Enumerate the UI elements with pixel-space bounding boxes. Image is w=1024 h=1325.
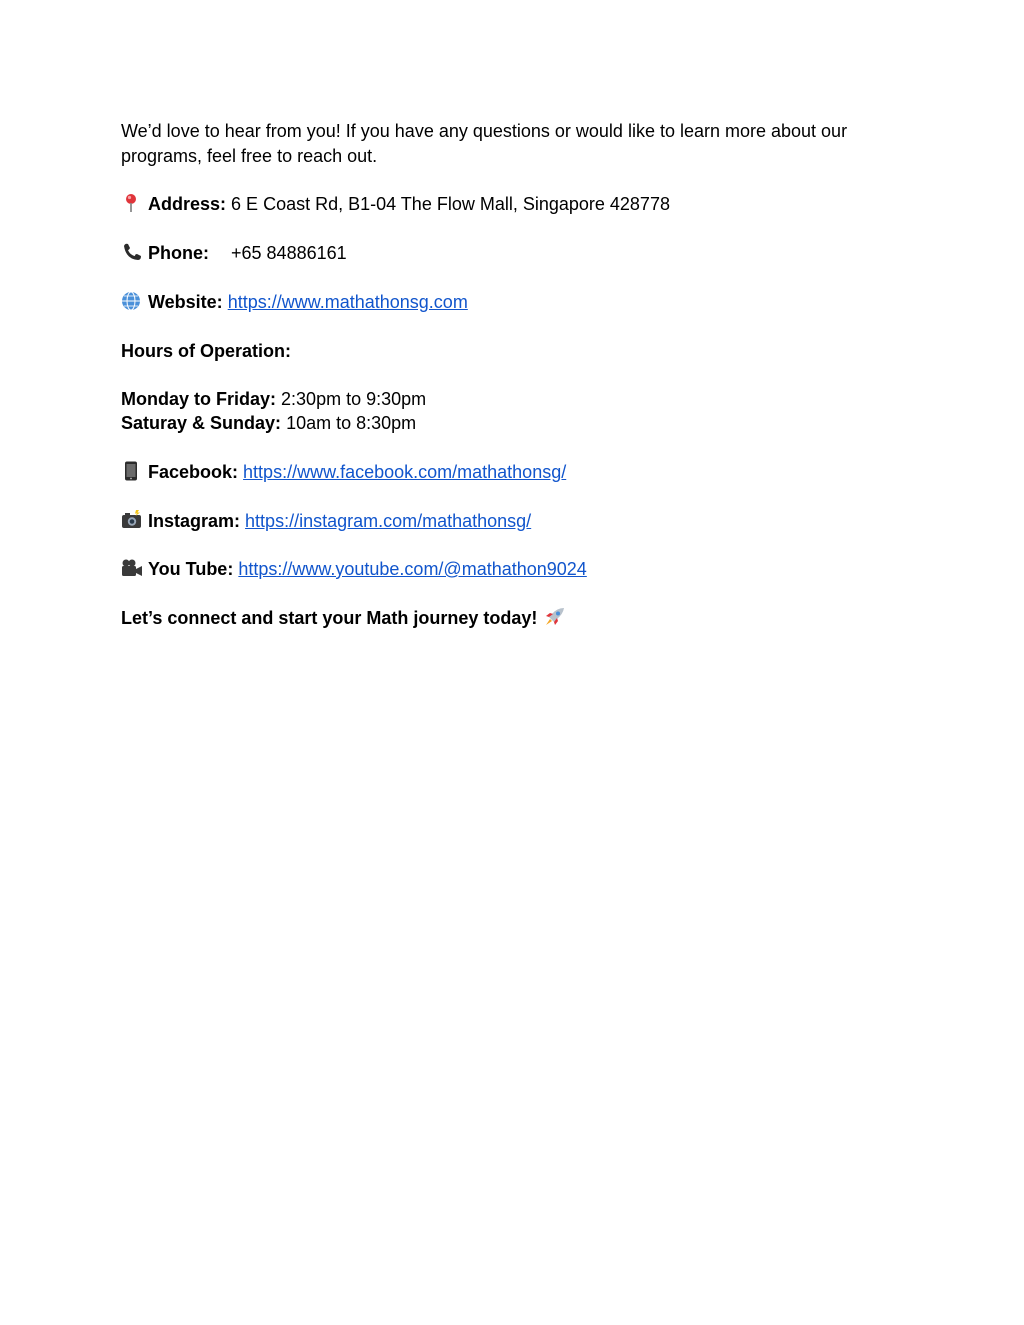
weekend-value: 10am to 8:30pm [286, 413, 417, 433]
address-value: 6 E Coast Rd, B1-04 The Flow Mall, Singapore 428778 [231, 194, 670, 214]
website-label: Website: [148, 292, 223, 312]
pin-icon [121, 193, 143, 213]
youtube-line [121, 557, 587, 581]
weekday-hours-line [121, 387, 426, 411]
weekday-value: 2:30pm to 9:30pm [281, 389, 427, 409]
phone-value: +65 84886161 [231, 243, 347, 263]
mobile-phone-icon [121, 461, 143, 481]
website-line [121, 290, 468, 314]
facebook-label: Facebook: [148, 462, 239, 482]
intro-line-1: We’d love to hear from you! If you have any questions or would like to learn more about our [121, 121, 848, 141]
phone-line [121, 241, 347, 265]
rocket-icon [544, 607, 566, 627]
phone-label: Phone: [148, 243, 209, 263]
address-line [121, 192, 670, 216]
weekday-label: Monday to Friday: [121, 389, 277, 409]
camera-flash-icon [121, 510, 143, 530]
hours-heading: Hours of Operation: [121, 341, 291, 361]
instagram-label: Instagram: [148, 511, 241, 531]
phone-icon [121, 242, 143, 262]
intro-line-2: programs, feel free to reach out. [121, 145, 378, 166]
closing-text: Let’s connect and start your Math journey today! [121, 608, 538, 628]
weekend-label: Saturay & Sunday: [121, 413, 282, 433]
youtube-link[interactable]: https://www.youtube.com/@mathathon9024 [238, 559, 587, 579]
address-label: Address: [148, 194, 227, 214]
facebook-link[interactable]: https://www.facebook.com/mathathonsg/ [243, 462, 567, 482]
video-camera-icon [121, 558, 143, 578]
website-link[interactable]: https://www.mathathonsg.com [227, 292, 468, 312]
intro-paragraph [121, 119, 881, 168]
closing-line [121, 606, 571, 630]
youtube-label: You Tube: [148, 559, 234, 579]
globe-icon [121, 291, 143, 311]
weekend-hours-line [121, 411, 416, 435]
instagram-link[interactable]: https://instagram.com/mathathonsg/ [245, 511, 532, 531]
instagram-line [121, 509, 531, 533]
facebook-line [121, 460, 566, 484]
